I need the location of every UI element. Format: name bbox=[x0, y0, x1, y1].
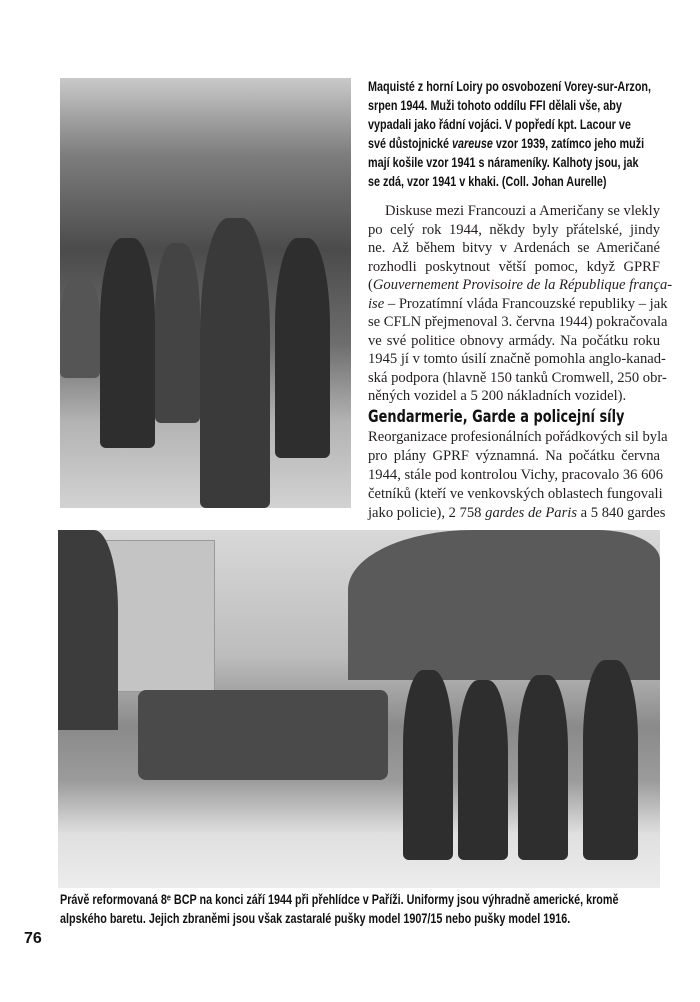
photo-maquisards-vorey-sur-arzon bbox=[60, 78, 351, 508]
figure-soldier bbox=[403, 670, 453, 860]
figure-soldier bbox=[583, 660, 638, 860]
caption-line: mají košile vzor 1941 s nárameníky. Kalhoty jsou, jak bbox=[368, 155, 639, 170]
italic-text: Gouvernement Provisoire de la République frança- bbox=[372, 277, 673, 293]
text-line: pro plány GPRF významná. Na počátku června bbox=[368, 448, 660, 464]
text-line: ve své politice obnovy armády. Na počátku roku bbox=[368, 332, 660, 349]
caption-line: Právě reformovaná 8ᵉ BCP na konci září 1944 při přehlídce v Paříži. Uniformy jsou výhradně americké, kromě bbox=[60, 892, 619, 907]
page-number: 76 bbox=[24, 930, 42, 947]
paragraph-2 bbox=[368, 428, 668, 523]
text: – Prozatímní vláda Francouzské republiky – jak bbox=[384, 295, 668, 312]
caption-line: Maquisté z horní Loiry po osvobození Vorey-sur-Arzon, bbox=[368, 79, 652, 94]
caption-line: alpského baretu. Jejich zbraněmi jsou však zastaralé pušky model 1907/15 nebo pušky model 1916. bbox=[60, 911, 571, 926]
text-line: rozhodli poskytnout větší pomoc, když GPRF bbox=[368, 258, 660, 275]
text-line: se CFLN přejmenoval 3. června 1944) pokračovala bbox=[368, 314, 668, 330]
text-line: 1944, stále pod kontrolou Vichy, pracovalo 36 606 bbox=[368, 467, 664, 483]
text-line bbox=[368, 504, 666, 523]
figure-soldier bbox=[458, 680, 508, 860]
text: jako policie), 2 758 bbox=[368, 505, 486, 521]
text: ( bbox=[368, 277, 373, 293]
figure-bystander bbox=[60, 278, 100, 378]
figure-soldier bbox=[518, 675, 568, 860]
figure-soldier bbox=[275, 238, 330, 458]
italic-text: gardes de Paris bbox=[485, 505, 578, 521]
text-line: ská podpora (hlavně 150 tanků Cromwell, 250 obr- bbox=[368, 369, 667, 386]
marching-column bbox=[138, 690, 388, 780]
text-line: něných vozidel a 5 200 nákladních vozidel). bbox=[368, 388, 627, 404]
text-line: 1945 jí v tomto úsilí značně pomohla anglo-kanad- bbox=[368, 351, 666, 367]
text-line: ne. Až během bitvy v Ardenách se Američané bbox=[368, 240, 660, 256]
section-heading: Gendarmerie, Garde a policejní síly bbox=[368, 407, 625, 427]
text: a 5 840 gardes bbox=[577, 505, 666, 521]
text-line bbox=[368, 295, 668, 314]
text-line: po celý rok 1944, někdy byly přátelské, jindy bbox=[368, 221, 660, 238]
caption-italic-term: vareuse bbox=[452, 136, 493, 151]
figure-soldier bbox=[100, 238, 155, 448]
trees-right bbox=[348, 530, 660, 680]
text-line bbox=[368, 276, 673, 295]
italic-text: ise bbox=[368, 295, 385, 312]
caption-line: se zdá, vzor 1941 v khaki. (Coll. Johan Aurelle) bbox=[368, 174, 607, 189]
text-line: Reorganizace profesionálních pořádkových sil byla bbox=[368, 429, 668, 445]
caption-line: srpen 1944. Muži tohoto oddílu FFI dělali vše, aby bbox=[368, 98, 622, 113]
caption-line: vypadali jako řádní vojáci. V popředí kpt. Lacour ve bbox=[368, 117, 631, 132]
tree-left bbox=[58, 530, 118, 730]
text-line: Diskuse mezi Francouzi a Američany se vlekly bbox=[385, 203, 660, 219]
paragraph-1 bbox=[368, 202, 673, 406]
photo-8e-bcp-parade-paris bbox=[58, 530, 660, 888]
top-photo-caption bbox=[368, 77, 660, 191]
figure-soldier bbox=[155, 243, 200, 423]
caption-line bbox=[368, 134, 644, 153]
caption-text: vzor 1939, zatímco jeho muži bbox=[492, 136, 645, 151]
figure-officer bbox=[200, 218, 270, 508]
bottom-photo-caption bbox=[60, 890, 660, 928]
text-line: četníků (kteří ve venkovských oblastech fungovali bbox=[368, 486, 663, 502]
caption-text: své důstojnické bbox=[368, 136, 453, 151]
